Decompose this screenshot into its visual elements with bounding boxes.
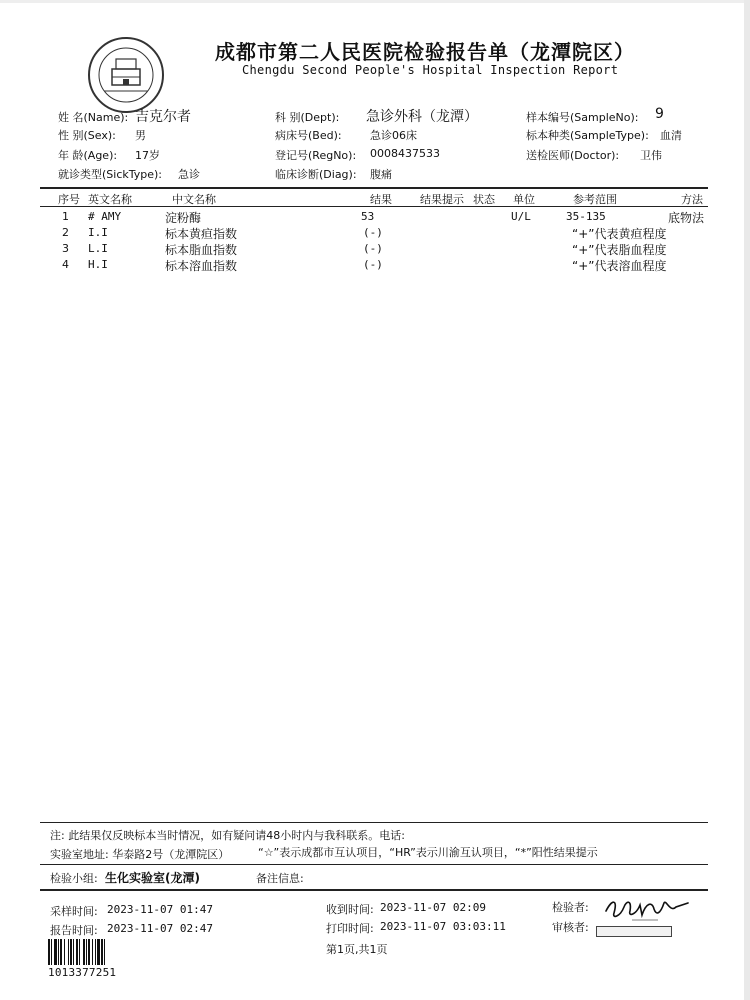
header-state: 状态 — [473, 193, 495, 206]
table-header-rule — [40, 206, 708, 207]
header-ref: 参考范围 — [573, 193, 617, 206]
sick-type: 急诊 — [178, 168, 200, 181]
patient-age: 17岁 — [135, 149, 160, 162]
header-unit: 单位 — [513, 193, 535, 206]
row-unit: U/L — [511, 210, 531, 223]
row-cn: 标本脂血指数 — [165, 243, 238, 257]
paper-edge-right — [744, 0, 750, 1000]
header-result: 结果 — [370, 193, 392, 206]
footer-top-rule — [40, 822, 708, 823]
patient-name: 吉克尔者 — [135, 109, 191, 125]
dept: 急诊外科（龙潭） — [366, 109, 478, 125]
header-hint: 结果提示 — [420, 193, 464, 206]
footer-bottom-rule — [40, 889, 708, 891]
row-result: (-) — [363, 242, 383, 255]
print-time: 2023-11-07 03:03:11 — [380, 920, 506, 933]
row-en: L.I — [88, 242, 108, 255]
diag: 腹痛 — [370, 168, 392, 181]
sampleno-label: 样本编号(SampleNo): — [526, 111, 639, 124]
diag-label: 临床诊断(Diag): — [275, 168, 357, 181]
sampling-time: 2023-11-07 01:47 — [107, 903, 213, 916]
patient-sex: 男 — [135, 129, 146, 142]
sampling-time-label: 采样时间: — [50, 905, 98, 918]
row-ref: 35-135 — [566, 210, 606, 223]
age-label: 年 龄(Age): — [58, 149, 118, 162]
print-time-label: 打印时间: — [326, 922, 374, 935]
regno: 0008437533 — [370, 147, 440, 160]
page-info: 第1页,共1页 — [326, 943, 388, 956]
barcode-number: 1013377251 — [48, 966, 117, 979]
header-cn: 中文名称 — [172, 193, 216, 206]
receive-time: 2023-11-07 02:09 — [380, 901, 486, 914]
row-seq: 3 — [62, 242, 69, 255]
row-en: H.I — [88, 258, 108, 271]
row-ref: “+”代表溶血程度 — [572, 259, 667, 273]
row-en: I.I — [88, 226, 108, 239]
footer-note: 注: 此结果仅反映标本当时情况，如有疑问请48小时内与我科联系。电话: — [50, 829, 405, 842]
group-label: 检验小组: — [50, 872, 98, 885]
row-ref: “+”代表黄疸程度 — [572, 227, 667, 241]
row-ref: “+”代表脂血程度 — [572, 243, 667, 257]
reviewer-label: 审核者: — [552, 921, 589, 934]
name-label: 姓 名(Name): — [58, 111, 129, 124]
header-method: 方法 — [681, 193, 703, 206]
footer-mid-rule — [40, 864, 708, 865]
row-seq: 2 — [62, 226, 69, 239]
receive-time-label: 收到时间: — [326, 903, 374, 916]
regno-label: 登记号(RegNo): — [275, 149, 357, 162]
doctor: 卫伟 — [640, 149, 662, 162]
reviewer-stamp — [596, 926, 672, 937]
remark-label: 备注信息: — [256, 872, 304, 885]
sampletype: 血清 — [660, 129, 682, 142]
inspector-signature — [602, 893, 692, 923]
sampletype-label: 标本种类(SampleType): — [526, 129, 649, 142]
sick-type-label: 就诊类型(SickType): — [58, 168, 163, 181]
bed: 急诊06床 — [370, 129, 417, 142]
legend-note: “☆”表示成都市互认项目，“HR”表示川渝互认项目，“*”阳性结果提示 — [258, 846, 598, 859]
inspector-label: 检验者: — [552, 901, 589, 914]
header-seq: 序号 — [58, 193, 80, 206]
report-subtitle: Chengdu Second People's Hospital Inspection Report — [242, 63, 619, 77]
paper-edge-top — [0, 0, 750, 3]
sampleno: 9 — [655, 106, 664, 122]
row-cn: 标本黄疸指数 — [165, 227, 238, 241]
row-cn: 标本溶血指数 — [165, 259, 238, 273]
sex-label: 性 别(Sex): — [58, 129, 116, 142]
report-time-label: 报告时间: — [50, 924, 98, 937]
barcode — [48, 939, 128, 965]
bed-label: 病床号(Bed): — [275, 129, 342, 142]
header-en: 英文名称 — [88, 193, 132, 206]
doctor-label: 送检医师(Doctor): — [526, 149, 620, 162]
row-en: # AMY — [88, 210, 122, 223]
report-time: 2023-11-07 02:47 — [107, 922, 213, 935]
row-seq: 1 — [62, 210, 69, 223]
row-result: (-) — [363, 258, 383, 271]
row-cn: 淀粉酶 — [165, 211, 202, 225]
row-result: 53 — [361, 210, 375, 223]
hospital-logo — [86, 35, 166, 115]
row-result: (-) — [363, 226, 383, 239]
lab-address: 实验室地址: 华泰路2号（龙潭院区） — [50, 848, 230, 861]
group-name: 生化实验室(龙潭) — [105, 871, 200, 885]
report-title: 成都市第二人民医院检验报告单（龙潭院区） — [215, 40, 635, 64]
row-method: 底物法 — [668, 211, 705, 225]
dept-label: 科 别(Dept): — [275, 111, 340, 124]
row-seq: 4 — [62, 258, 69, 271]
table-top-rule — [40, 187, 708, 189]
